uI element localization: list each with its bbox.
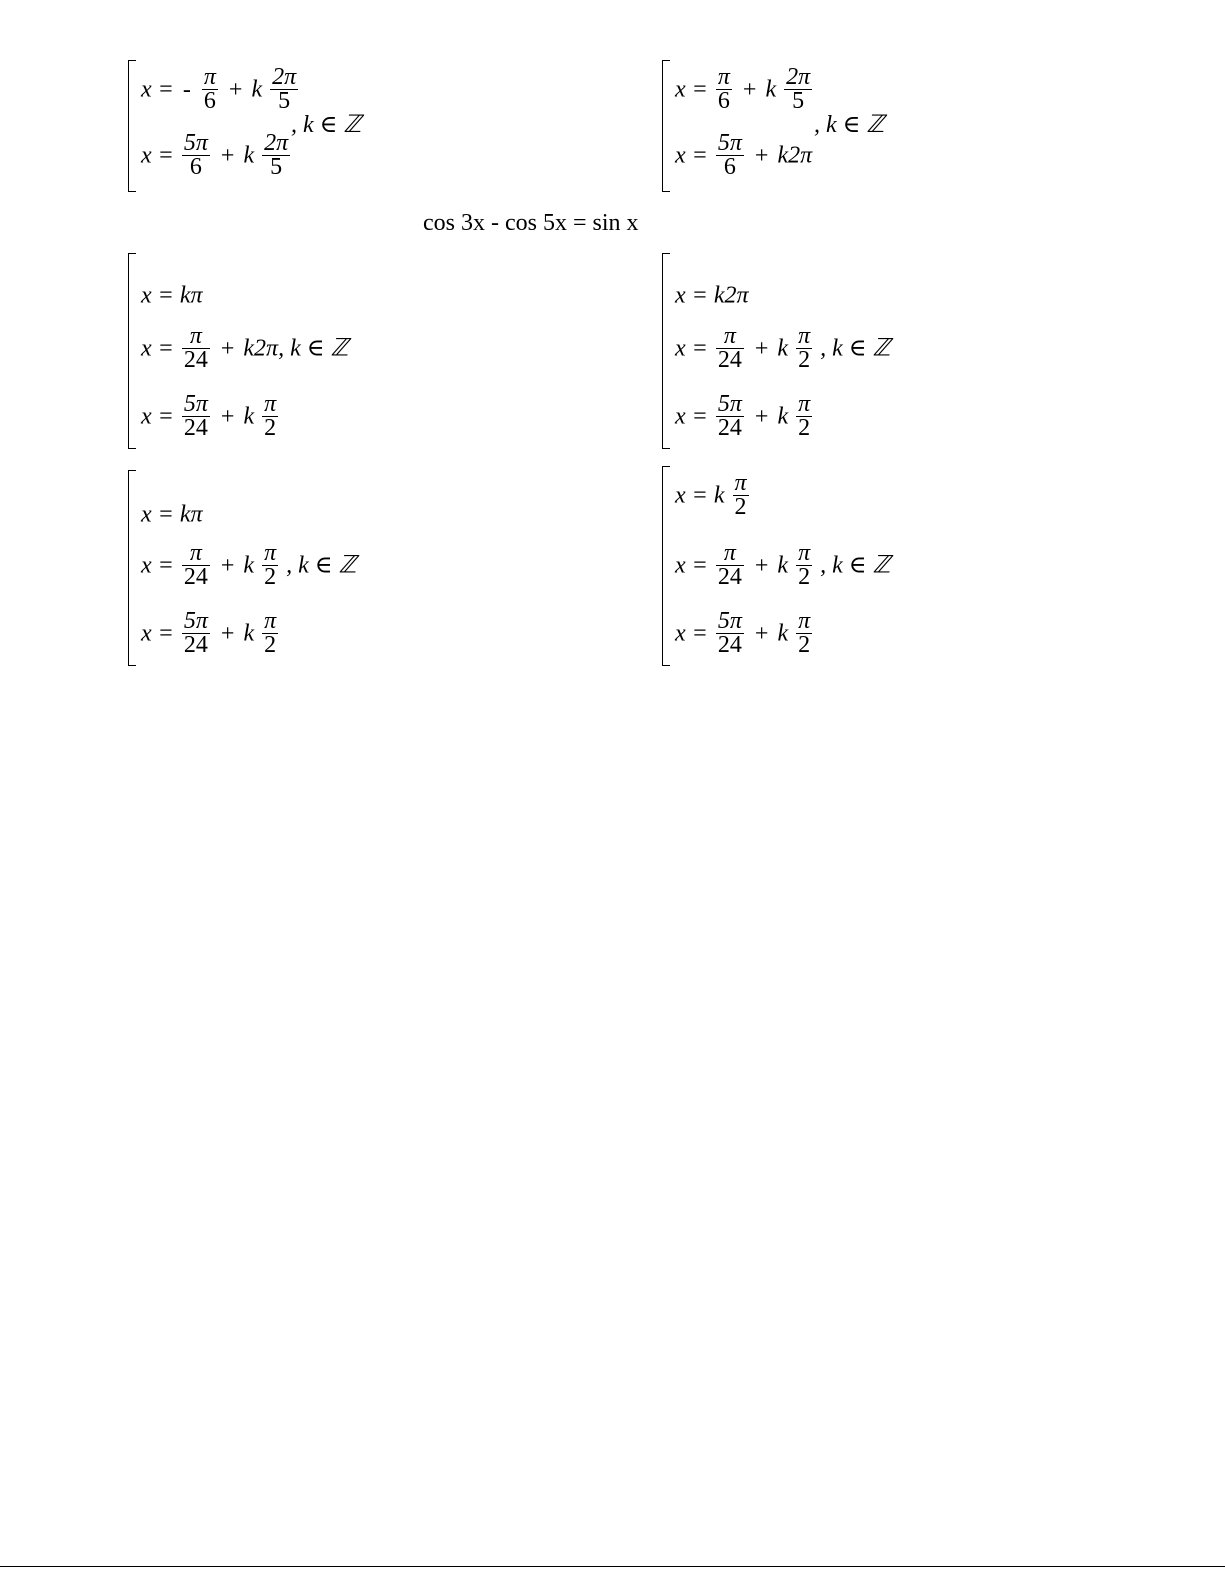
fraction: $\frac{\pi}{2}$ <box>798 391 811 441</box>
solution-line: x = $\frac{5\pi}{24}$ + k $\frac{\pi}{2}$ <box>675 391 811 441</box>
fraction: $\frac{2\pi}{5}$ <box>786 64 811 114</box>
solution-line: x = $\frac{\pi}{24}$ + k $\frac{\pi}{2}$ , k ∈ ℤ <box>675 323 891 373</box>
fraction: $\frac{\pi}{2}$ <box>798 608 811 658</box>
fraction: $\frac{5\pi}{24}$ <box>717 608 742 658</box>
fraction: $\frac{\pi}{24}$ <box>183 323 208 373</box>
solution-line: x = $\frac{\pi}{24}$ + k $\frac{\pi}{2}$ , k ∈ ℤ <box>141 540 357 590</box>
solution-line: x = kπ <box>141 282 203 309</box>
solution-line: x = kπ <box>141 501 203 528</box>
fraction: $\frac{2\pi}{5}$ <box>264 130 289 180</box>
solution-line: x = $\frac{5\pi}{6}$ + k $\frac{2\pi}{5}$ <box>141 130 289 180</box>
fraction: $\frac{\pi}{2}$ <box>798 323 811 373</box>
fraction: $\frac{\pi}{6}$ <box>717 64 730 114</box>
solution-line: x = $\frac{5\pi}{24}$ + k $\frac{\pi}{2}$ <box>141 608 277 658</box>
fraction: $\frac{5\pi}{24}$ <box>717 391 742 441</box>
answer-block-c[interactable] <box>128 253 388 449</box>
solution-line: x = - $\frac{\pi}{6}$ + k $\frac{2\pi}{5}$ <box>141 64 297 114</box>
fraction: $\frac{5\pi}{6}$ <box>717 130 742 180</box>
bracket <box>128 253 136 449</box>
solution-line: x = $\frac{5\pi}{24}$ + k $\frac{\pi}{2}$ <box>141 391 277 441</box>
solution-line: x = $\frac{5\pi}{24}$ + k $\frac{\pi}{2}$ <box>675 608 811 658</box>
answer-block-e[interactable] <box>128 470 388 666</box>
k-in-z: , k ∈ ℤ <box>291 112 362 138</box>
fraction: $\frac{\pi}{2}$ <box>264 608 277 658</box>
answer-block-f[interactable] <box>662 466 922 666</box>
fraction: $\frac{5\pi}{24}$ <box>183 608 208 658</box>
fraction: $\frac{\pi}{2}$ <box>734 470 747 520</box>
k-in-z: , k ∈ ℤ <box>814 112 885 138</box>
answer-block-d[interactable] <box>662 253 922 449</box>
fraction: $\frac{5\pi}{6}$ <box>183 130 208 180</box>
fraction: $\frac{\pi}{2}$ <box>798 540 811 590</box>
solution-line: x = $\frac{\pi}{24}$ + k2π, k ∈ ℤ <box>141 323 349 373</box>
fraction: $\frac{\pi}{24}$ <box>717 540 742 590</box>
fraction: $\frac{\pi}{24}$ <box>183 540 208 590</box>
answer-block-b[interactable] <box>662 60 922 192</box>
bracket <box>128 60 136 192</box>
fraction: $\frac{\pi}{2}$ <box>264 391 277 441</box>
fraction: $\frac{2\pi}{5}$ <box>272 64 297 114</box>
fraction: $\frac{\pi}{24}$ <box>717 323 742 373</box>
minus-sign: - <box>182 76 191 103</box>
bracket <box>128 470 136 666</box>
solution-line: x = $\frac{\pi}{6}$ + k $\frac{2\pi}{5}$ <box>675 64 811 114</box>
bracket <box>662 466 670 666</box>
solution-line: x = $\frac{\pi}{24}$ + k $\frac{\pi}{2}$ , k ∈ ℤ <box>675 540 891 590</box>
equation: cos 3x - cos 5x = sin x <box>423 210 639 236</box>
page-bottom-rule <box>0 1566 1225 1567</box>
solution-line: x = $\frac{5\pi}{6}$ + k2π <box>675 130 813 180</box>
fraction: $\frac{5\pi}{24}$ <box>183 391 208 441</box>
bracket <box>662 253 670 449</box>
x-eq: x = <box>141 76 174 103</box>
solution-line: x = k2π <box>675 282 749 309</box>
fraction: $\frac{\pi}{6}$ <box>203 64 216 114</box>
answer-block-a[interactable] <box>128 60 388 192</box>
solution-line: x = k $\frac{\pi}{2}$ <box>675 470 747 520</box>
bracket <box>662 60 670 192</box>
fraction: $\frac{\pi}{2}$ <box>264 540 277 590</box>
